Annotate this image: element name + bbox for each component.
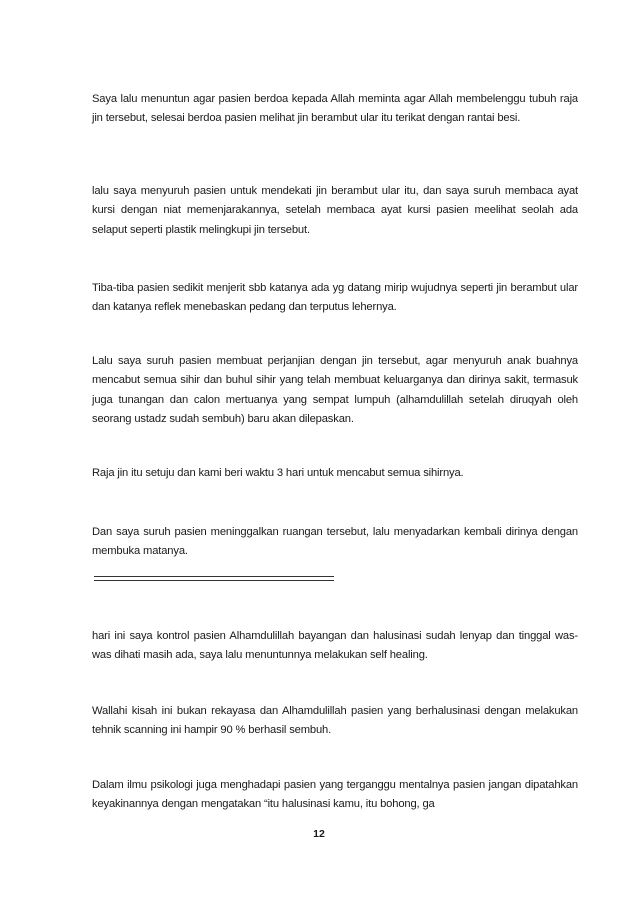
paragraph: Dalam ilmu psikologi juga menghadapi pasien yang terganggu mentalnya pasien jangan dipatahkan keyakinannya dengan mengatakan “itu halusinasi kamu, itu bohong, ga	[92, 779, 578, 811]
separator-line	[94, 576, 334, 581]
paragraph: hari ini saya kontrol pasien Alhamdulillah bayangan dan halusinasi sudah lenyap dan tinggal was-was dihati masih ada, saya lalu menuntunnya melakukan self healing.	[92, 630, 578, 662]
paragraph: Dan saya suruh pasien meninggalkan ruangan tersebut, lalu menyadarkan kembali dirinya dengan membuka matanya.	[92, 526, 578, 558]
page-number: 12	[313, 828, 325, 840]
paragraph: Lalu saya suruh pasien membuat perjanjian dengan jin tersebut, agar menyuruh anak buahnya mencabut semua sihir dan buhul sihir yang telah membuat keluarganya dan dirinya sakit, termasuk juga tunangan dan calon mertuanya yang sempat lumpuh (alhamdulillah setelah diruqyah oleh seorang ustadz sudah sembuh) baru akan dilepaskan.	[92, 355, 578, 426]
paragraph: lalu saya menyuruh pasien untuk mendekati jin berambut ular itu, dan saya suruh membaca ayat kursi dengan niat memenjarakannya, setelah membaca ayat kursi pasien meelihat seolah ada selaput seperti plastik melingkupi jin tersebut.	[92, 185, 578, 236]
paragraph: Saya lalu menuntun agar pasien berdoa kepada Allah meminta agar Allah membelenggu tubuh raja jin tersebut, selesai berdoa pasien melihat jin berambut ular itu terikat dengan rantai besi.	[92, 93, 578, 125]
paragraph: Raja jin itu setuju dan kami beri waktu 3 hari untuk mencabut semua sihirnya.	[92, 467, 464, 479]
paragraph: Tiba-tiba pasien sedikit menjerit sbb katanya ada yg datang mirip wujudnya seperti jin berambut ular dan katanya reflek menebaskan pedang dan terputus lehernya.	[92, 282, 578, 314]
paragraph: Wallahi kisah ini bukan rekayasa dan Alhamdulillah pasien yang berhalusinasi dengan melakukan tehnik scanning ini hampir 90 % berhasil sembuh.	[92, 705, 578, 737]
